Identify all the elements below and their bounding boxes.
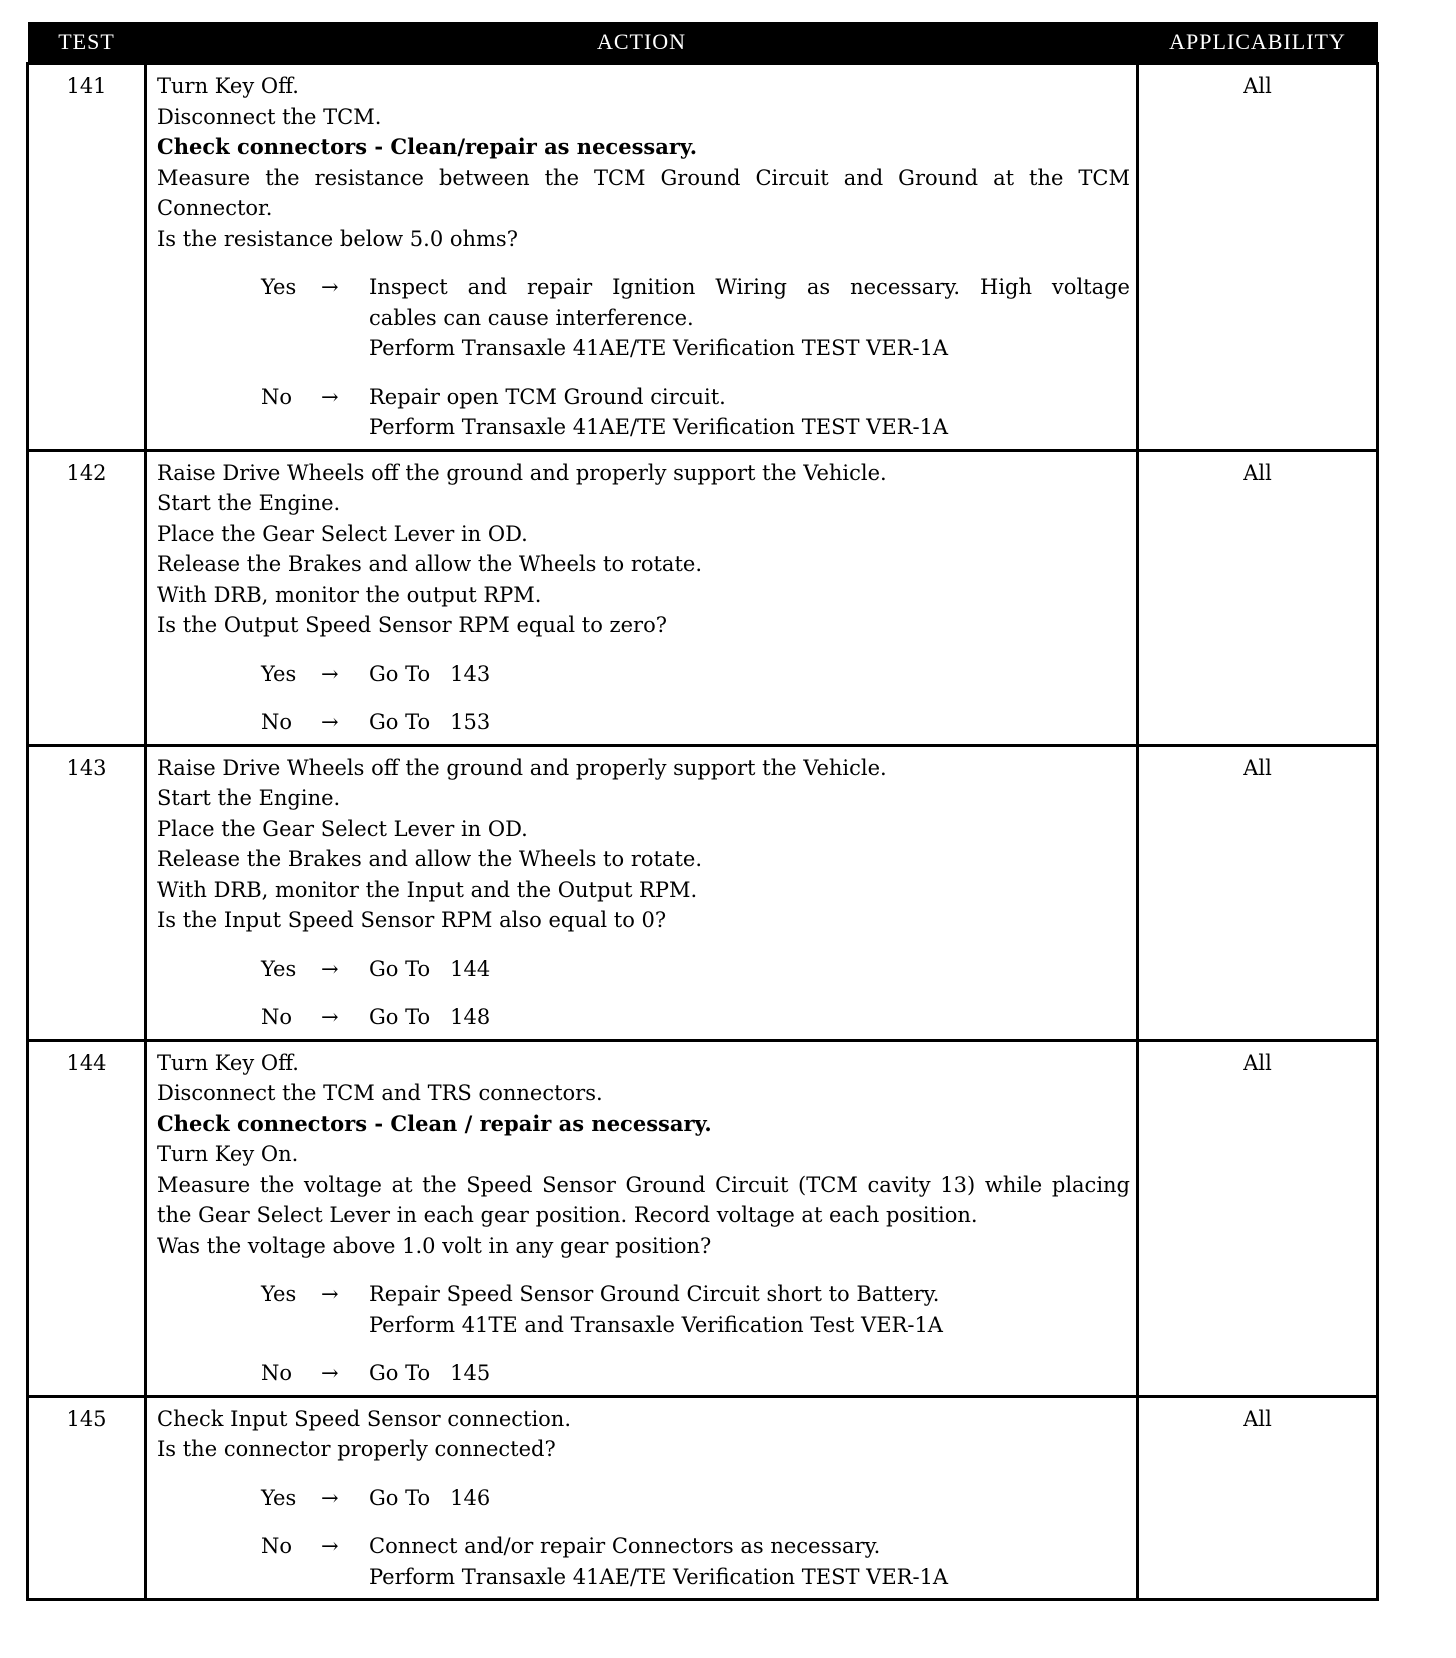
test-number: 142 bbox=[28, 450, 146, 745]
answer-result bbox=[369, 659, 1130, 690]
action-line-bold: Check connectors - Clean/repair as necessary. bbox=[157, 134, 698, 159]
goto-link[interactable]: Go To 145 bbox=[369, 1361, 491, 1385]
action-cell bbox=[146, 1040, 1138, 1396]
header-action: ACTION bbox=[146, 22, 1138, 64]
goto-link[interactable]: Go To 143 bbox=[369, 661, 491, 686]
test-number: 145 bbox=[28, 1396, 146, 1600]
result-line: Perform Transaxle 41AE/TE Verification TEST VER-1A bbox=[369, 1564, 949, 1589]
answer-label: Yes bbox=[261, 1485, 297, 1510]
action-line: Turn Key Off. bbox=[157, 74, 299, 98]
goto-link[interactable]: Go To 146 bbox=[369, 1485, 491, 1510]
result-line: Perform 41TE and Transaxle Verification Test VER-1A bbox=[369, 1312, 943, 1337]
action-line: Disconnect the TCM. bbox=[157, 104, 382, 129]
action-line: Is the connector properly connected? bbox=[157, 1437, 556, 1461]
answer-label: No bbox=[261, 1534, 293, 1558]
arrow-right-icon: → bbox=[321, 1005, 339, 1029]
action-line: Release the Brakes and allow the Wheels to rotate. bbox=[157, 847, 702, 871]
result-line: Repair Speed Sensor Ground Circuit short to Battery. bbox=[369, 1282, 940, 1306]
answer-no bbox=[157, 1002, 1130, 1033]
action-line: Measure the resistance between the TCM Ground Circuit and Ground at the TCM Connector. bbox=[157, 165, 1130, 220]
answer-yes bbox=[157, 659, 1130, 690]
answer-result bbox=[369, 1531, 1130, 1592]
action-line: With DRB, monitor the Input and the Output RPM. bbox=[157, 877, 698, 902]
answer-label: Yes bbox=[261, 1282, 297, 1306]
diagnostic-procedure-sheet bbox=[26, 22, 1376, 1601]
answer-label: No bbox=[261, 1361, 293, 1385]
result-line: Perform Transaxle 41AE/TE Verification TEST VER-1A bbox=[369, 415, 949, 439]
result-line: Perform Transaxle 41AE/TE Verification TEST VER-1A bbox=[369, 336, 949, 360]
action-line: Release the Brakes and allow the Wheels to rotate. bbox=[157, 552, 702, 576]
answer-result bbox=[369, 707, 1130, 738]
answer-list bbox=[157, 1279, 1130, 1389]
goto-link[interactable]: Go To 148 bbox=[369, 1005, 491, 1029]
answer-yes bbox=[157, 1483, 1130, 1514]
result-line: cables can cause interference. bbox=[369, 305, 694, 330]
answer-no bbox=[157, 1358, 1130, 1389]
action-line: Check Input Speed Sensor connection. bbox=[157, 1406, 572, 1431]
test-number: 143 bbox=[28, 745, 146, 1040]
header-applicability: APPLICABILITY bbox=[1138, 22, 1378, 64]
answer-label: Yes bbox=[261, 275, 297, 299]
action-line: With DRB, monitor the output RPM. bbox=[157, 582, 542, 607]
action-cell bbox=[146, 450, 1138, 745]
answer-result bbox=[369, 1483, 1130, 1514]
arrow-right-icon: → bbox=[321, 275, 339, 299]
action-line: Measure the voltage at the Speed Sensor Ground Circuit (TCM cavity 13) while placing the Gear Select Lever in each gear position. Record voltage at each position. bbox=[157, 1172, 1130, 1227]
answer-label: Yes bbox=[261, 661, 297, 686]
header-test: TEST bbox=[28, 22, 146, 64]
answer-list bbox=[157, 659, 1130, 738]
action-line: Was the voltage above 1.0 volt in any gear position? bbox=[157, 1233, 712, 1258]
applicability-value: All bbox=[1138, 450, 1378, 745]
table-header bbox=[28, 22, 1378, 64]
goto-link[interactable]: Go To 144 bbox=[369, 956, 491, 981]
action-line: Turn Key On. bbox=[157, 1142, 299, 1166]
answer-list bbox=[157, 272, 1130, 443]
answer-no bbox=[157, 707, 1130, 738]
answer-result bbox=[369, 382, 1130, 443]
action-line: Is the Output Speed Sensor RPM equal to zero? bbox=[157, 613, 667, 637]
arrow-right-icon: → bbox=[321, 1361, 339, 1385]
action-cell bbox=[146, 64, 1138, 451]
applicability-value: All bbox=[1138, 1396, 1378, 1600]
answer-no bbox=[157, 382, 1130, 443]
applicability-value: All bbox=[1138, 64, 1378, 451]
table-row bbox=[28, 64, 1378, 451]
action-line: Place the Gear Select Lever in OD. bbox=[157, 521, 528, 546]
answer-no bbox=[157, 1531, 1130, 1592]
action-line: Start the Engine. bbox=[157, 491, 341, 515]
action-line-bold: Check connectors - Clean / repair as necessary. bbox=[157, 1110, 712, 1136]
result-line: Connect and/or repair Connectors as necessary. bbox=[369, 1534, 881, 1558]
answer-list bbox=[157, 1483, 1130, 1593]
arrow-right-icon: → bbox=[321, 1534, 339, 1558]
action-line: Disconnect the TCM and TRS connectors. bbox=[157, 1081, 603, 1105]
table-row bbox=[28, 1040, 1378, 1396]
answer-yes bbox=[157, 272, 1130, 364]
table-row bbox=[28, 450, 1378, 745]
action-line: Raise Drive Wheels off the ground and properly support the Vehicle. bbox=[157, 460, 887, 485]
answer-label: Yes bbox=[261, 956, 297, 981]
diagnostic-table bbox=[26, 22, 1379, 1601]
action-line: Turn Key Off. bbox=[157, 1050, 299, 1075]
answer-yes bbox=[157, 954, 1130, 985]
arrow-right-icon: → bbox=[321, 661, 339, 686]
answer-result bbox=[369, 1358, 1130, 1389]
answer-result bbox=[369, 1002, 1130, 1033]
arrow-right-icon: → bbox=[321, 1282, 339, 1306]
action-line: Start the Engine. bbox=[157, 786, 341, 810]
answer-label: No bbox=[261, 384, 293, 409]
answer-yes bbox=[157, 1279, 1130, 1340]
action-line: Place the Gear Select Lever in OD. bbox=[157, 816, 528, 841]
applicability-value: All bbox=[1138, 745, 1378, 1040]
goto-link[interactable]: Go To 153 bbox=[369, 710, 491, 734]
action-line: Raise Drive Wheels off the ground and properly support the Vehicle. bbox=[157, 755, 887, 780]
test-number: 141 bbox=[28, 64, 146, 451]
action-line: Is the resistance below 5.0 ohms? bbox=[157, 226, 518, 251]
answer-result bbox=[369, 1279, 1130, 1340]
test-number: 144 bbox=[28, 1040, 146, 1396]
table-row bbox=[28, 1396, 1378, 1600]
arrow-right-icon: → bbox=[321, 956, 339, 981]
result-line: Inspect and repair Ignition Wiring as necessary. High voltage bbox=[369, 275, 1130, 299]
arrow-right-icon: → bbox=[321, 710, 339, 734]
arrow-right-icon: → bbox=[321, 384, 339, 409]
action-line: Is the Input Speed Sensor RPM also equal to 0? bbox=[157, 908, 667, 932]
result-line: Repair open TCM Ground circuit. bbox=[369, 384, 726, 409]
answer-label: No bbox=[261, 710, 293, 734]
action-cell bbox=[146, 1396, 1138, 1600]
applicability-value: All bbox=[1138, 1040, 1378, 1396]
action-cell bbox=[146, 745, 1138, 1040]
table-row bbox=[28, 745, 1378, 1040]
answer-label: No bbox=[261, 1005, 293, 1029]
answer-result bbox=[369, 272, 1130, 364]
answer-result bbox=[369, 954, 1130, 985]
arrow-right-icon: → bbox=[321, 1485, 339, 1510]
answer-list bbox=[157, 954, 1130, 1033]
